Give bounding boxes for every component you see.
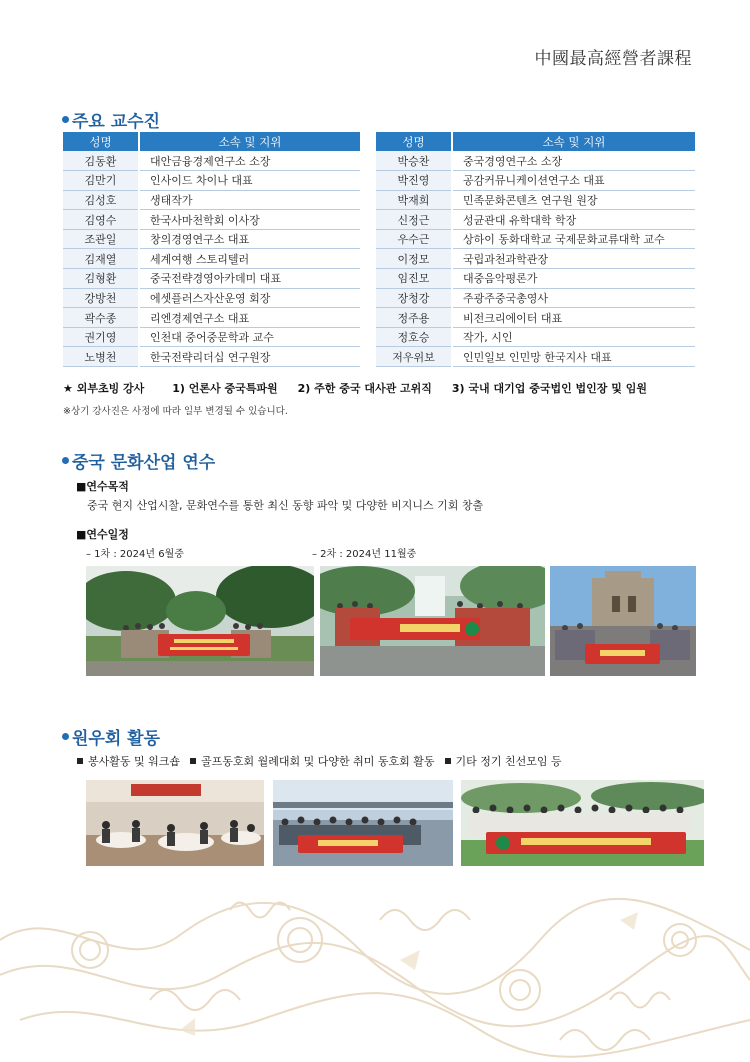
faculty-row xyxy=(63,151,360,171)
faculty-name: 이정모 xyxy=(376,249,452,269)
faculty-section-title xyxy=(62,107,160,132)
faculty-row xyxy=(63,288,360,308)
faculty-name: 박재희 xyxy=(376,190,452,210)
faculty-name: 장청강 xyxy=(376,288,452,308)
faculty-row xyxy=(376,308,695,328)
purpose-text: 중국 현지 산업시찰, 문화연수를 통한 최신 동향 파악 및 다양한 비지니스 기회 창출 xyxy=(87,499,484,512)
purpose-heading: ■연수목적 xyxy=(76,480,129,493)
guest-item: 3) 국내 대기업 중국법인 법인장 및 임원 xyxy=(451,382,647,395)
alumni-title-text: 원우회 활동 xyxy=(72,729,161,749)
guest-item: 1) 언론사 중국특파원 xyxy=(172,382,278,395)
faculty-name: 조관일 xyxy=(63,229,139,249)
faculty-position: 작가, 시인 xyxy=(452,327,695,347)
bullet-dot-icon xyxy=(62,116,69,123)
faculty-position: 세계여행 스토리텔러 xyxy=(139,249,360,269)
training-photo-1 xyxy=(86,566,314,676)
faculty-position: 공감커뮤니케이션연구소 대표 xyxy=(452,171,695,191)
square-bullet-icon xyxy=(77,758,83,764)
column-header-name: 성명 xyxy=(376,132,452,151)
faculty-row xyxy=(376,269,695,289)
faculty-name: 저우위보 xyxy=(376,347,452,367)
schedule-first: – 1차 : 2024년 6월중 xyxy=(86,549,184,560)
faculty-position: 중국전략경영아카데미 대표 xyxy=(139,269,360,289)
faculty-position: 주광주중국총영사 xyxy=(452,288,695,308)
faculty-position: 민족문화콘텐츠 연구원 원장 xyxy=(452,190,695,210)
faculty-name: 박진영 xyxy=(376,171,452,191)
dragon-decoration xyxy=(0,880,750,1062)
guest-item: 2) 주한 중국 대사관 고위직 xyxy=(297,382,432,395)
faculty-table-right xyxy=(376,132,695,367)
faculty-position: 한국전략리더십 연구원장 xyxy=(139,347,360,367)
faculty-row xyxy=(63,190,360,210)
bullet-dot-icon xyxy=(62,733,69,740)
square-bullet-icon xyxy=(190,758,196,764)
program-title: 中國最高經營者課程 xyxy=(534,49,692,69)
faculty-position: 중국경영연구소 소장 xyxy=(452,151,695,171)
faculty-name: 신정근 xyxy=(376,210,452,230)
alumni-item: 골프동호회 월례대회 및 다양한 취미 동호회 활동 xyxy=(190,753,435,769)
faculty-name: 정호승 xyxy=(376,327,452,347)
faculty-name: 임진모 xyxy=(376,269,452,289)
alumni-item: 기타 정기 친선모임 등 xyxy=(445,753,562,769)
faculty-name: 김재열 xyxy=(63,249,139,269)
alumni-photo-1 xyxy=(86,780,264,866)
schedule-second: – 2차 : 2024년 11월중 xyxy=(312,549,417,560)
faculty-name: 권기영 xyxy=(63,327,139,347)
faculty-name: 김성호 xyxy=(63,190,139,210)
column-header-position: 소속 및 지위 xyxy=(452,132,695,151)
training-section-title xyxy=(62,448,215,473)
faculty-row xyxy=(63,269,360,289)
faculty-row xyxy=(63,249,360,269)
faculty-position: 한국사마천학회 이사장 xyxy=(139,210,360,230)
faculty-row xyxy=(376,288,695,308)
faculty-note: ※상기 강사진은 사정에 따라 일부 변경될 수 있습니다. xyxy=(63,406,288,417)
faculty-name: 곽수종 xyxy=(63,308,139,328)
bullet-dot-icon xyxy=(62,457,69,464)
faculty-position: 대중음악평론가 xyxy=(452,269,695,289)
faculty-position: 인사이드 차이나 대표 xyxy=(139,171,360,191)
faculty-row xyxy=(63,210,360,230)
alumni-photo-3 xyxy=(461,780,704,866)
faculty-position: 국립과천과학관장 xyxy=(452,249,695,269)
faculty-position: 생태작가 xyxy=(139,190,360,210)
training-photo-2 xyxy=(320,566,545,676)
faculty-position: 리엔경제연구소 대표 xyxy=(139,308,360,328)
faculty-position: 비전크리에이터 대표 xyxy=(452,308,695,328)
faculty-row xyxy=(376,249,695,269)
faculty-row xyxy=(376,190,695,210)
faculty-position: 인천대 중어중문학과 교수 xyxy=(139,327,360,347)
training-photo-3 xyxy=(550,566,696,676)
faculty-position: 에셋플러스자산운영 회장 xyxy=(139,288,360,308)
faculty-position: 창의경영연구소 대표 xyxy=(139,229,360,249)
faculty-name: 박승찬 xyxy=(376,151,452,171)
faculty-position: 성균관대 유학대학 학장 xyxy=(452,210,695,230)
square-bullet-icon xyxy=(445,758,451,764)
faculty-name: 강방천 xyxy=(63,288,139,308)
guest-lecturers xyxy=(63,380,647,396)
faculty-row xyxy=(63,229,360,249)
faculty-row xyxy=(376,229,695,249)
faculty-row xyxy=(376,327,695,347)
faculty-row xyxy=(376,171,695,191)
faculty-row xyxy=(376,210,695,230)
faculty-name: 김동환 xyxy=(63,151,139,171)
faculty-name: 노병천 xyxy=(63,347,139,367)
faculty-row xyxy=(63,327,360,347)
alumni-photo-2 xyxy=(273,780,453,866)
faculty-name: 김형환 xyxy=(63,269,139,289)
schedule-heading: ■연수일정 xyxy=(76,528,129,541)
faculty-position: 상하이 동화대학교 국제문화교류대학 교수 xyxy=(452,229,695,249)
faculty-title-text: 주요 교수진 xyxy=(72,112,161,132)
faculty-name: 우수근 xyxy=(376,229,452,249)
faculty-row xyxy=(63,308,360,328)
training-title-text: 중국 문화산업 연수 xyxy=(72,453,216,473)
faculty-row xyxy=(376,151,695,171)
faculty-row xyxy=(63,171,360,191)
faculty-name: 김만기 xyxy=(63,171,139,191)
column-header-name: 성명 xyxy=(63,132,139,151)
faculty-position: 대안금융경제연구소 소장 xyxy=(139,151,360,171)
faculty-table-left xyxy=(63,132,360,367)
alumni-section-title xyxy=(62,724,160,749)
guest-label: ★ 외부초빙 강사 xyxy=(63,382,145,395)
faculty-name: 김영수 xyxy=(63,210,139,230)
faculty-name: 정주용 xyxy=(376,308,452,328)
faculty-row xyxy=(63,347,360,367)
faculty-position: 인민일보 인민망 한국지사 대표 xyxy=(452,347,695,367)
column-header-position: 소속 및 지위 xyxy=(139,132,360,151)
alumni-activity-list xyxy=(77,753,562,769)
alumni-item: 봉사활동 및 워크숍 xyxy=(77,753,180,769)
faculty-row xyxy=(376,347,695,367)
